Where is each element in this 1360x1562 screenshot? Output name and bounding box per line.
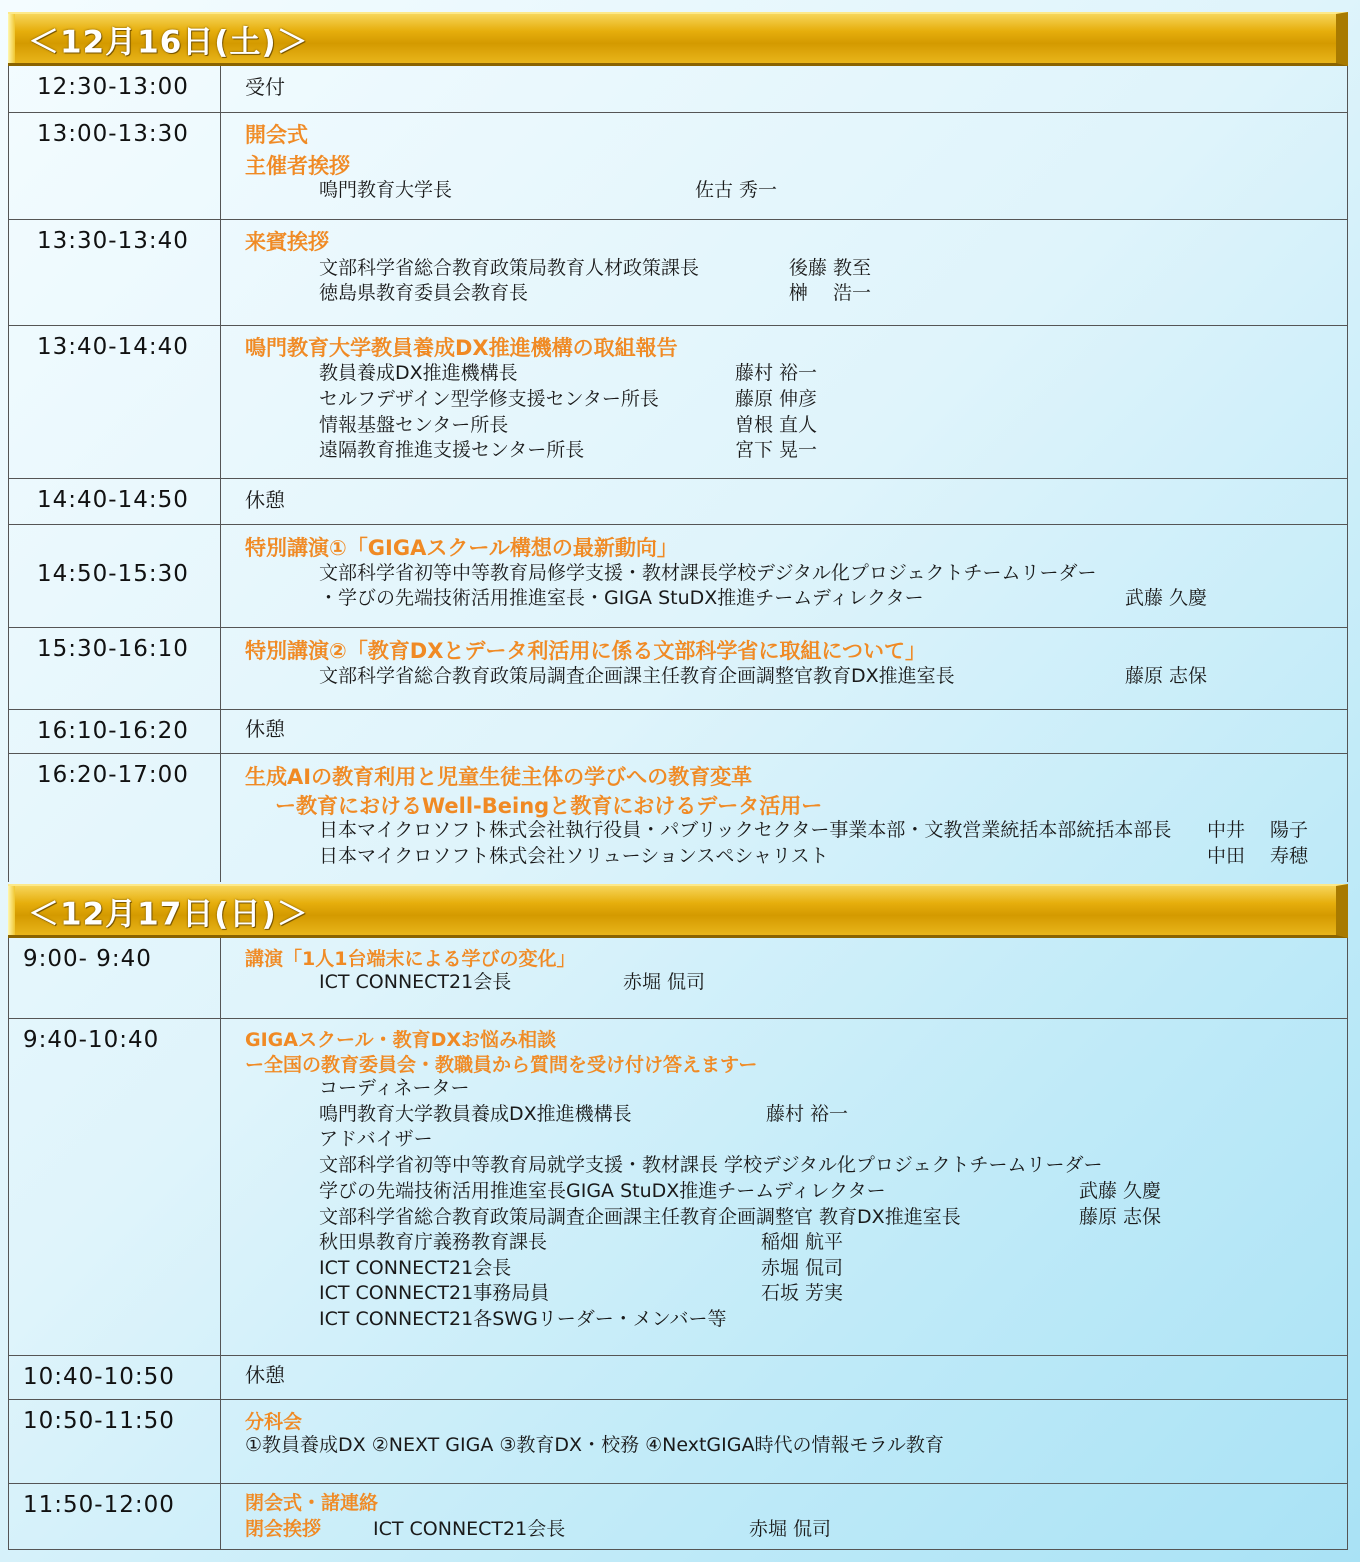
speaker-name: 榊 浩一 [789,282,872,304]
schedule-row [8,628,1348,710]
time-cell: 9:40-10:40 [9,1019,221,1355]
speaker-name: 赤堀 侃司 [749,1518,832,1540]
schedule-row [8,938,1348,1019]
speaker-name: 赤堀 侃司 [761,1257,844,1279]
session-title: 閉会式・諸連絡 [245,1492,379,1514]
time-cell: 12:30-13:00 [9,66,221,112]
schedule-row [8,525,1348,628]
time-cell: 14:50-15:30 [9,525,221,627]
speaker-name: 赤堀 侃司 [623,971,706,993]
schedule-row [8,1400,1348,1484]
speaker-name: 藤原 伸彦 [735,388,818,410]
session-title: 鳴門教育大学教員養成DX推進機構の取組報告 [245,336,678,360]
session-title: GIGAスクール・教育DXお悩み相談 [245,1029,557,1051]
schedule-row [8,113,1348,220]
speaker-name: 曽根 直人 [735,414,818,436]
time-cell: 16:10-16:20 [9,710,221,753]
speaker-role: 徳島県教育委員会教育長 [319,282,529,304]
day2-banner [8,884,1348,938]
speaker-role: ICT CONNECT21会長 [319,971,512,993]
speaker-role: 教員養成DX推進機構長 [319,362,518,384]
speaker-role: ICT CONNECT21事務局員 [319,1282,550,1304]
schedule-row [8,754,1348,882]
speaker-role: ICT CONNECT21会長 [319,1257,512,1279]
schedule-row [8,710,1348,754]
session-detail: ①教員養成DX ②NEXT GIGA ③教育DX・校務 ④NextGIGA時代の情報モラル教育 [245,1434,944,1456]
time-cell: 16:20-17:00 [9,754,221,882]
time-cell: 11:50-12:00 [9,1484,221,1549]
session-text: 休憩 [245,488,285,512]
speaker-name: 藤原 志保 [1079,1206,1162,1228]
speaker-role: 文部科学省初等中等教育局修学支援・教材課長学校デジタル化プロジェクトチームリーダー [319,562,1097,584]
speaker-role: 文部科学省初等中等教育局就学支援・教材課長 学校デジタル化プロジェクトチームリーダー [319,1154,1103,1176]
session-subtitle: ー全国の教育委員会・教職員から質問を受け付け答えますー [245,1054,758,1076]
session-title: 特別講演①「GIGAスクール構想の最新動向」 [245,536,678,560]
speaker-name: 武藤 久慶 [1125,587,1208,609]
speaker-name: 藤村 裕一 [766,1103,849,1125]
time-cell: 10:40-10:50 [9,1356,221,1399]
schedule-row [8,326,1348,479]
time-cell: 13:00-13:30 [9,113,221,219]
time-cell: 10:50-11:50 [9,1400,221,1483]
session-title: 講演「1人1台端末による学びの変化」 [245,948,576,970]
speaker-role: 文部科学省総合教育政策局調査企画課主任教育企画調整官 教育DX推進室長 [319,1206,961,1228]
speaker-name: 宮下 晃一 [735,439,818,461]
speaker-name: 稲畑 航平 [761,1231,844,1253]
speaker-role: 学びの先端技術活用推進室長GIGA StuDX推進チームディレクター [319,1180,886,1202]
speaker-role: セルフデザイン型学修支援センター所長 [319,388,659,410]
session-title: 閉会挨拶 [245,1518,322,1540]
speaker-role: 遠隔教育推進支援センター所長 [319,439,585,461]
speaker-role: ・学びの先端技術活用推進室長・GIGA StuDX推進チームディレクター [319,587,924,609]
speaker-name: 藤原 志保 [1125,665,1208,687]
speaker-role: 情報基盤センター所長 [319,414,509,436]
session-subtitle: ー教育におけるWell-Beingと教育におけるデータ活用ー [275,794,823,818]
speaker-role: 鳴門教育大学教員養成DX推進機構長 [319,1103,632,1125]
day1-banner [8,12,1348,66]
session-text: 休憩 [245,1363,285,1387]
speaker-name: 石坂 芳実 [761,1282,844,1304]
schedule-row [8,1356,1348,1400]
section-label: コーディネーター [319,1077,470,1099]
time-cell: 13:40-14:40 [9,326,221,478]
schedule-row [8,479,1348,525]
speaker-name: 後藤 教至 [789,257,872,279]
schedule-row [8,1484,1348,1550]
speaker-name: 武藤 久慶 [1079,1180,1162,1202]
session-text: 休憩 [245,717,285,741]
time-cell: 14:40-14:50 [9,479,221,524]
speaker-role: 秋田県教育庁義務教育課長 [319,1231,548,1253]
session-title: 特別講演②「教育DXとデータ利活用に係る文部科学省に取組について」 [245,639,926,663]
speaker-role: 文部科学省総合教育政策局教育人材政策課長 [319,257,700,279]
time-cell: 15:30-16:10 [9,628,221,709]
schedule-row [8,220,1348,326]
day1-banner-title: ＜12月16日(土)＞ [28,24,309,60]
day2-banner-title: ＜12月17日(日)＞ [28,896,309,932]
schedule-row [8,1019,1348,1356]
section-label: アドバイザー [319,1128,433,1150]
session-title: 主催者挨拶 [245,154,350,178]
session-title: 開会式 [245,123,308,147]
speaker-role: 日本マイクロソフト株式会社執行役員・パブリックセクター事業本部・文教営業統括本部統括本部長 [319,819,1172,841]
speaker-role: 文部科学省総合教育政策局調査企画課主任教育企画調整官教育DX推進室長 [319,665,955,687]
time-cell: 13:30-13:40 [9,220,221,325]
schedule-row [8,66,1348,113]
speaker-name: 佐古 秀一 [695,179,778,201]
session-title: 分科会 [245,1411,303,1433]
session-title: 来賓挨拶 [245,230,329,254]
speaker-name: 中田 寿穂 [1207,845,1309,867]
speaker-role: ICT CONNECT21各SWGリーダー・メンバー等 [319,1308,727,1330]
speaker-role: 鳴門教育大学長 [319,179,453,201]
session-title: 生成AIの教育利用と児童生徒主体の学びへの教育変革 [245,765,753,789]
speaker-name: 藤村 裕一 [735,362,818,384]
speaker-name: 中井 陽子 [1207,819,1309,841]
speaker-role: 日本マイクロソフト株式会社ソリューションスペシャリスト [319,845,829,867]
speaker-role: ICT CONNECT21会長 [373,1518,566,1540]
time-cell: 9:00- 9:40 [9,938,221,1018]
session-text: 受付 [245,75,285,99]
